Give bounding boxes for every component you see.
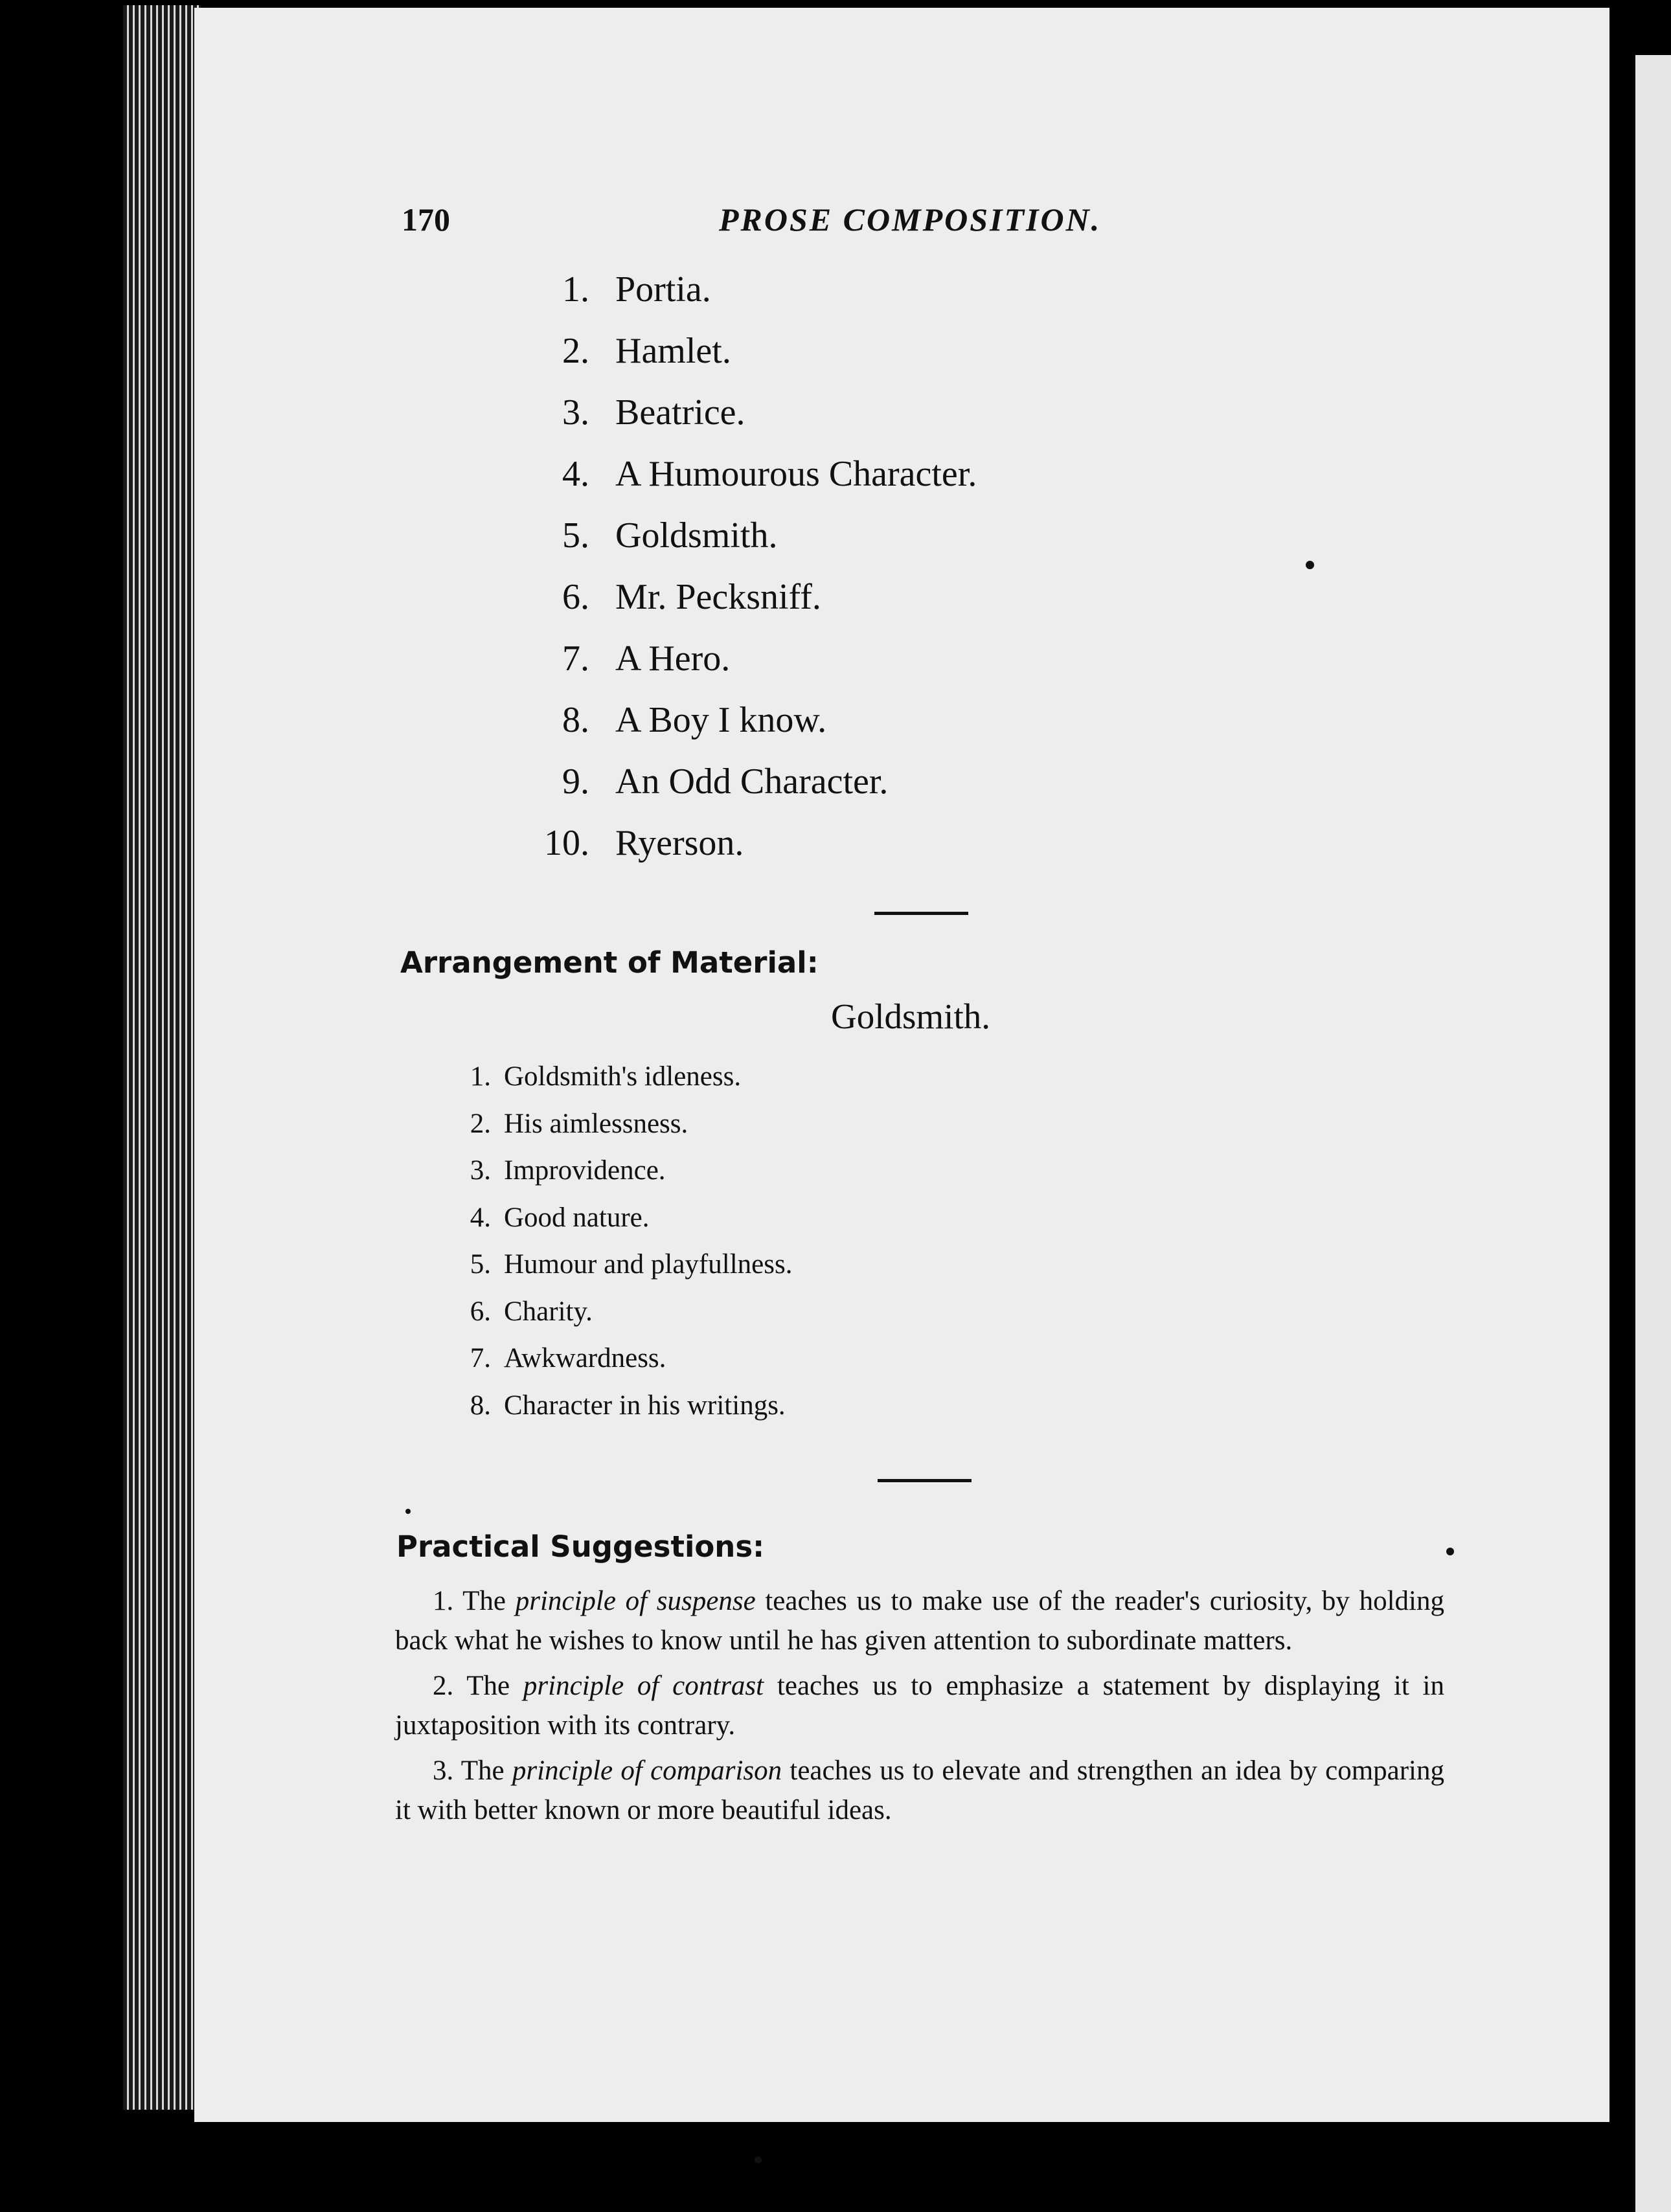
- suggestion-paragraph: [395, 1666, 1444, 1745]
- list-item: [453, 1342, 792, 1390]
- item-number: 6.: [562, 577, 589, 617]
- running-head: PROSE COMPOSITION.: [719, 201, 1102, 238]
- item-number: 4.: [470, 1202, 491, 1233]
- section-divider: [874, 912, 968, 915]
- list-item: [518, 392, 977, 453]
- item-text: Character in his writings.: [504, 1390, 786, 1421]
- item-number: 10.: [544, 823, 589, 863]
- list-item: [518, 576, 977, 638]
- item-text: Beatrice.: [615, 392, 745, 433]
- list-item: [453, 1202, 792, 1249]
- list-item: [453, 1061, 792, 1108]
- list-item: [453, 1296, 792, 1343]
- item-text: Ryerson.: [615, 823, 744, 863]
- paragraph-lead: 2. The: [433, 1671, 523, 1701]
- item-text: A Humourous Character.: [615, 454, 977, 494]
- suggestions-body: [395, 1581, 1444, 1836]
- topic-list: [518, 269, 977, 884]
- item-number: 2.: [470, 1108, 491, 1139]
- list-item: [518, 761, 977, 822]
- scan-speck: [755, 2156, 762, 2163]
- item-text: Portia.: [615, 269, 711, 310]
- item-text: Improvidence.: [504, 1155, 666, 1186]
- item-number: 5.: [470, 1249, 491, 1280]
- item-text: A Boy I know.: [615, 700, 827, 740]
- arrangement-heading: Arrangement of Material:: [400, 945, 819, 980]
- item-number: 2.: [562, 331, 589, 371]
- item-text: Good nature.: [504, 1202, 650, 1233]
- page-stack-edges: [123, 5, 201, 2110]
- list-item: [453, 1108, 792, 1155]
- list-item: [518, 699, 977, 761]
- item-number: 7.: [470, 1343, 491, 1373]
- paragraph-lead: 3. The: [433, 1755, 512, 1786]
- item-text: A Hero.: [615, 638, 731, 679]
- item-number: 6.: [470, 1296, 491, 1327]
- item-text: An Odd Character.: [615, 762, 889, 802]
- item-text: Awkwardness.: [504, 1343, 666, 1373]
- page-number: 170: [402, 201, 450, 238]
- item-number: 8.: [562, 700, 589, 740]
- paragraph-term: principle of contrast: [523, 1671, 764, 1701]
- paragraph-term: principle of comparison: [512, 1755, 782, 1786]
- item-number: 3.: [470, 1155, 491, 1186]
- list-item: [518, 638, 977, 699]
- suggestion-paragraph: [395, 1581, 1444, 1660]
- scan-speck: [1306, 561, 1314, 569]
- facing-page-edge: [1635, 55, 1671, 2212]
- item-number: 1.: [562, 269, 589, 310]
- item-number: 3.: [562, 392, 589, 433]
- section-divider: [878, 1479, 972, 1482]
- item-number: 5.: [562, 515, 589, 556]
- item-number: 9.: [562, 762, 589, 802]
- item-number: 1.: [470, 1061, 491, 1092]
- scan-speck: [1446, 1548, 1454, 1555]
- paragraph-text: teaches us to emphasize a statement by displaying it in juxtaposition with its contrary.: [395, 1671, 1445, 1741]
- list-item: [453, 1390, 792, 1437]
- item-number: 4.: [562, 454, 589, 494]
- list-item: [453, 1248, 792, 1296]
- list-item: [518, 822, 977, 884]
- item-number: 7.: [562, 638, 589, 679]
- arrangement-list: [453, 1061, 792, 1436]
- item-text: Mr. Pecksniff.: [615, 577, 821, 617]
- list-item: [518, 453, 977, 515]
- list-item: [518, 330, 977, 392]
- paragraph-text: teaches us to elevate and strengthen an idea by comparing it with better known or more beautiful ideas.: [395, 1755, 1445, 1825]
- item-text: Charity.: [504, 1296, 593, 1327]
- suggestion-paragraph: [395, 1751, 1444, 1830]
- paragraph-text: teaches us to make use of the reader's curiosity, by holding back what he wishes to know until he has given attention to subordinate matters.: [395, 1586, 1444, 1656]
- item-text: Hamlet.: [615, 331, 731, 371]
- arrangement-subject: Goldsmith.: [831, 997, 990, 1036]
- item-text: His aimlessness.: [504, 1108, 688, 1139]
- item-number: 8.: [470, 1390, 491, 1421]
- list-item: [453, 1155, 792, 1202]
- item-text: Goldsmith's idleness.: [504, 1061, 742, 1092]
- list-item: [518, 515, 977, 576]
- paragraph-lead: 1. The: [433, 1586, 516, 1616]
- scan-speck: [405, 1509, 411, 1514]
- item-text: Humour and playfullness.: [504, 1249, 793, 1280]
- item-text: Goldsmith.: [615, 515, 778, 556]
- list-item: [518, 269, 977, 330]
- suggestions-heading: Practical Suggestions:: [396, 1529, 765, 1564]
- paragraph-term: principle of suspense: [515, 1586, 756, 1616]
